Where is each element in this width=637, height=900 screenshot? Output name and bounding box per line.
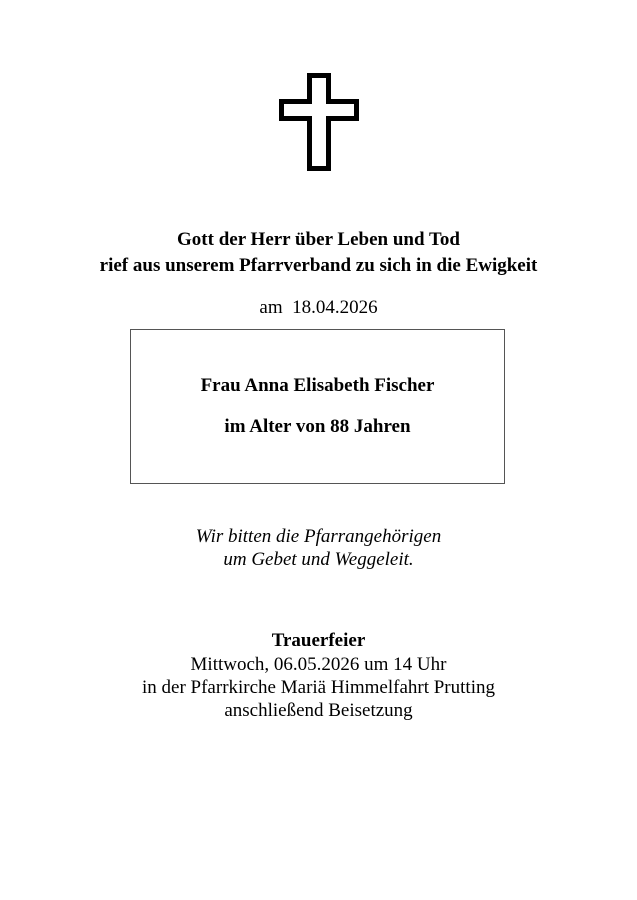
prayer-request-line-1: Wir bitten die Pfarrangehörigen xyxy=(195,526,442,547)
funeral-title: Trauerfeier xyxy=(271,630,366,651)
funeral-location: in der Pfarrkirche Mariä Himmelfahrt Prutting xyxy=(142,677,495,698)
death-date xyxy=(0,296,637,320)
death-date-prefix: am xyxy=(259,297,283,318)
deceased-box xyxy=(130,329,505,484)
funeral-datetime: Mittwoch, 06.05.2026 um 14 Uhr xyxy=(190,654,447,675)
deceased-age: im Alter von 88 Jahren xyxy=(224,416,411,437)
cross-icon xyxy=(279,73,359,171)
funeral-note: anschließend Beisetzung xyxy=(224,700,413,721)
header-line-2: rief aus unserem Pfarrverband zu sich in die Ewigkeit xyxy=(99,255,538,276)
deceased-name: Frau Anna Elisabeth Fischer xyxy=(200,375,435,396)
prayer-request-line-2: um Gebet und Weggeleit. xyxy=(223,549,414,570)
death-date-value: 18.04.2026 xyxy=(292,297,378,318)
header-line-1: Gott der Herr über Leben und Tod xyxy=(177,229,460,250)
